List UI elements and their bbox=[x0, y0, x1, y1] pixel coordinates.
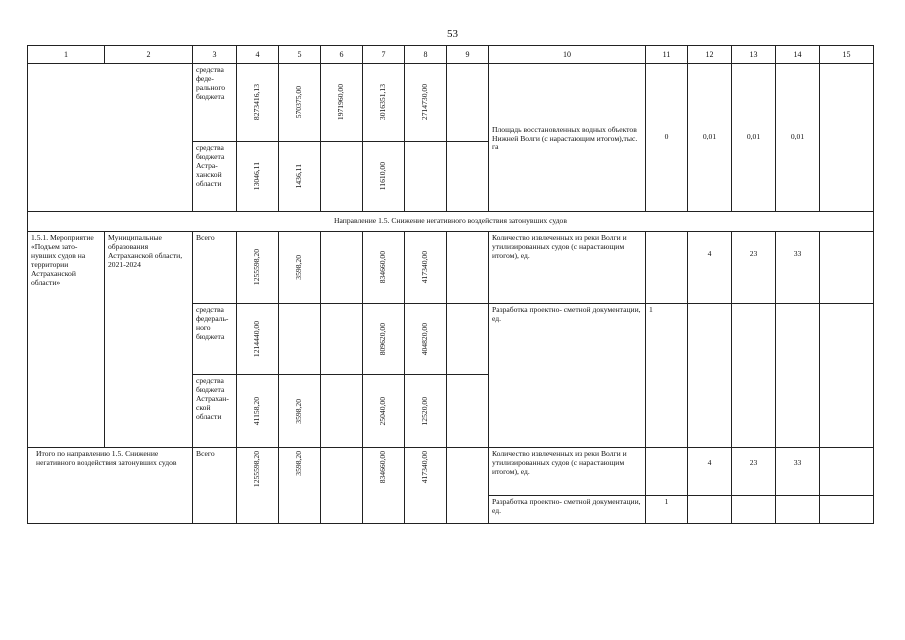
indicator-text: Количество извлеченных из реки Волги и утилизированных судов (с нарастающим итогом), ед. bbox=[489, 448, 646, 496]
col-header-7: 7 bbox=[363, 46, 405, 64]
value-cell: 417340,00 bbox=[405, 232, 447, 304]
empty-cell bbox=[447, 304, 489, 375]
value-cell bbox=[279, 304, 321, 375]
value-cell: 13046,11 bbox=[237, 142, 279, 212]
page-number: 53 bbox=[447, 28, 458, 40]
value-cell: 0 bbox=[646, 64, 688, 212]
value-cell bbox=[820, 304, 874, 448]
value-cell: 2714730,00 bbox=[405, 64, 447, 142]
value-cell: 3016351,13 bbox=[363, 64, 405, 142]
empty-cell bbox=[447, 64, 489, 142]
value-cell bbox=[646, 448, 688, 496]
col-header-15: 15 bbox=[820, 46, 874, 64]
value-cell bbox=[732, 304, 776, 448]
funding-source: Всего bbox=[193, 448, 237, 524]
value-cell bbox=[776, 304, 820, 448]
value-cell: 4 bbox=[688, 232, 732, 304]
value-cell bbox=[646, 232, 688, 304]
value-cell: 1 bbox=[646, 304, 688, 448]
value-cell: 809620,00 bbox=[363, 304, 405, 375]
value-cell: 4 bbox=[688, 448, 732, 496]
value-cell: 417340,00 bbox=[405, 448, 447, 524]
value-cell: 12520,00 bbox=[405, 375, 447, 448]
measure-name: 1.5.1. Мероприятие «Подъем зато-нувших судов на территории Астраханской области» bbox=[28, 232, 105, 448]
table-row bbox=[28, 232, 874, 304]
funding-source: Всего bbox=[193, 232, 237, 304]
col-header-3: 3 bbox=[193, 46, 237, 64]
table-row bbox=[28, 448, 874, 496]
value-cell: 834660,00 bbox=[363, 448, 405, 524]
value-cell: 834660,00 bbox=[363, 232, 405, 304]
value-cell: 0,01 bbox=[688, 64, 732, 212]
col-header-5: 5 bbox=[279, 46, 321, 64]
value-cell: 1255598,20 bbox=[237, 232, 279, 304]
col-header-8: 8 bbox=[405, 46, 447, 64]
col-header-2: 2 bbox=[105, 46, 193, 64]
value-cell: 404820,00 bbox=[405, 304, 447, 375]
value-cell: 33 bbox=[776, 448, 820, 496]
col-header-14: 14 bbox=[776, 46, 820, 64]
indicator-text: Разработка проектно- сметной документации, ед. bbox=[489, 304, 646, 448]
total-label: Итого по направлению 1.5. Снижение негативного воздействия затонувших судов bbox=[28, 448, 193, 524]
table-row bbox=[28, 64, 874, 142]
indicator-text: Площадь восстановленных водных объектов Нижней Волги (с нарастающим итогом),тыс. га bbox=[492, 124, 638, 152]
value-cell: 1 bbox=[646, 496, 688, 524]
value-cell: 33 bbox=[776, 232, 820, 304]
value-cell: 1255598,20 bbox=[237, 448, 279, 524]
direction-title: Направление 1.5. Снижение негативного воздействия затонувших судов bbox=[28, 212, 874, 232]
empty-cell bbox=[447, 448, 489, 524]
direction-row bbox=[28, 212, 874, 232]
col-header-11: 11 bbox=[646, 46, 688, 64]
value-cell: 25040,00 bbox=[363, 375, 405, 448]
value-cell bbox=[321, 375, 363, 448]
empty-cell bbox=[447, 232, 489, 304]
value-cell bbox=[405, 142, 447, 212]
funding-source: средства феде-рального бюджета bbox=[193, 64, 237, 142]
col-header-10: 10 bbox=[489, 46, 646, 64]
col-header-1: 1 bbox=[28, 46, 105, 64]
value-cell: 0,01 bbox=[732, 64, 776, 212]
indicator-text: Количество извлеченных из реки Волги и утилизированных судов (с нарастающим итогом), ед. bbox=[489, 232, 646, 304]
value-cell: 3598,20 bbox=[279, 375, 321, 448]
value-cell: 1436,11 bbox=[279, 142, 321, 212]
value-cell: 23 bbox=[732, 448, 776, 496]
value-cell bbox=[688, 496, 732, 524]
value-cell: 570375,00 bbox=[279, 64, 321, 142]
budget-table bbox=[27, 45, 874, 524]
value-cell bbox=[321, 142, 363, 212]
value-cell: 23 bbox=[732, 232, 776, 304]
funding-source: средства федераль-ного бюджета bbox=[193, 304, 237, 375]
value-cell: 1971960,00 bbox=[321, 64, 363, 142]
value-cell: 3598,20 bbox=[279, 232, 321, 304]
value-cell: 1214440,00 bbox=[237, 304, 279, 375]
indicator-cell bbox=[489, 64, 646, 212]
empty-cell bbox=[447, 375, 489, 448]
value-cell bbox=[321, 448, 363, 524]
value-cell bbox=[820, 496, 874, 524]
value-cell bbox=[820, 232, 874, 304]
empty-cell bbox=[447, 142, 489, 212]
measure-executor: Муниципальные образования Астраханской области, 2021-2024 bbox=[105, 232, 193, 448]
empty-cell bbox=[28, 64, 193, 212]
funding-source: средства бюджета Астрахан-ской области bbox=[193, 375, 237, 448]
value-cell bbox=[688, 304, 732, 448]
indicator-text: Разработка проектно- сметной документации, ед. bbox=[489, 496, 646, 524]
value-cell bbox=[321, 304, 363, 375]
value-cell: 8273416,13 bbox=[237, 64, 279, 142]
value-cell bbox=[820, 64, 874, 212]
col-header-13: 13 bbox=[732, 46, 776, 64]
funding-source: средства бюджета Астра-ханской области bbox=[193, 142, 237, 212]
col-header-12: 12 bbox=[688, 46, 732, 64]
value-cell bbox=[776, 496, 820, 524]
col-header-9: 9 bbox=[447, 46, 489, 64]
value-cell: 11610,00 bbox=[363, 142, 405, 212]
value-cell bbox=[732, 496, 776, 524]
value-cell: 41158,20 bbox=[237, 375, 279, 448]
value-cell: 3598,20 bbox=[279, 448, 321, 524]
value-cell bbox=[321, 232, 363, 304]
column-number-row bbox=[28, 46, 874, 64]
value-cell: 0,01 bbox=[776, 64, 820, 212]
value-cell bbox=[820, 448, 874, 496]
col-header-6: 6 bbox=[321, 46, 363, 64]
col-header-4: 4 bbox=[237, 46, 279, 64]
